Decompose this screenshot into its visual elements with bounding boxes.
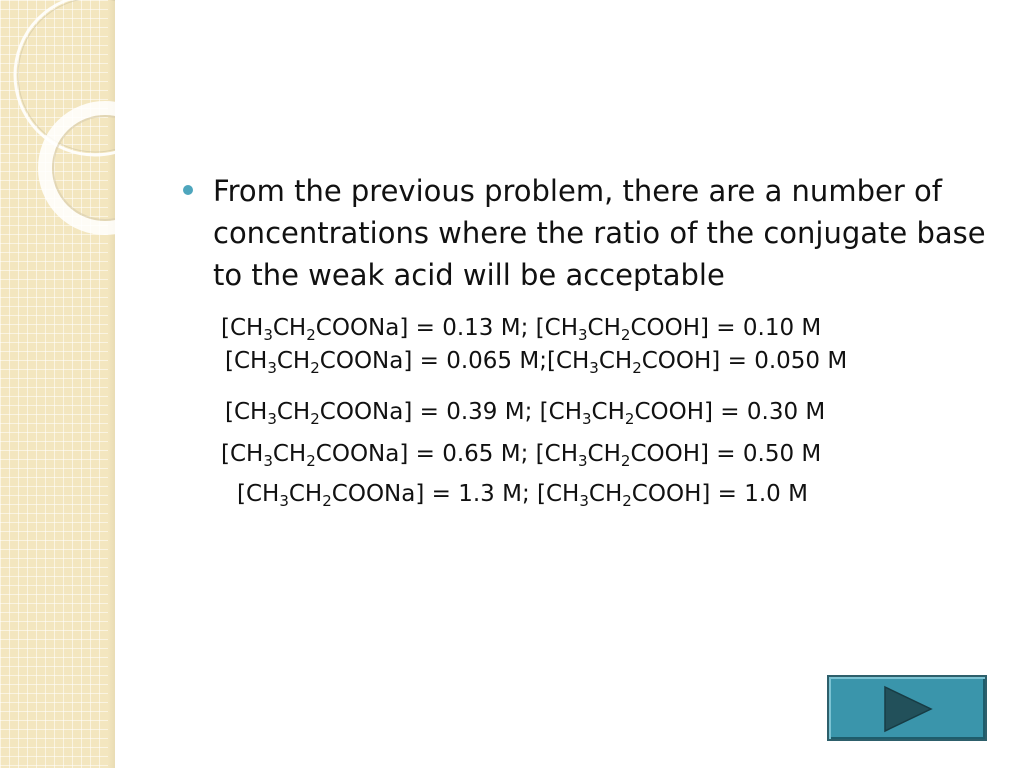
equation-acid-value-5: 1.0 M [744,481,808,507]
equation-na-value-1: 0.13 M; [442,315,529,341]
equation-line-5: $[CH_3CH_2COONa] = 1.3$ M; $[CH_3CH_2COOH] = 1.0$ M [237,481,808,510]
bullet-item [183,170,1003,296]
equation-line-1: $[CH_3CH_2COONa] = 0.13$ M; $[CH_3CH_2COOH] = 0.10$ M [221,315,822,344]
equation-acid-value-1: 0.10 M [742,315,822,341]
equation-acid-value-2: 0.050 M [754,348,848,374]
equation-acid-value-3: 0.30 M [746,399,826,425]
equation-na-value-4: 0.65 M; [442,441,529,467]
bullet-icon [183,185,193,195]
next-slide-button[interactable] [827,675,987,741]
equation-line-4: $[CH_3CH_2COONa] = 0.65$ M; $[CH_3CH_2COOH] = 0.50$ M [221,441,822,470]
decorative-rings [0,0,115,260]
equation-acid-value-4: 0.50 M [742,441,822,467]
equation-na-value-3: 0.39 M; [446,399,533,425]
play-triangle-icon [883,685,933,733]
equation-line-2: $[CH_3CH_2COONa] = 0.065$ $M;[CH_3CH_2COOH] = 0.050$ M [225,348,848,377]
bullet-text: From the previous problem, there are a number of concentrations where the ratio of the conjugate base to the weak acid will be acceptable [213,174,986,292]
equation-na-value-2: 0.065 M; [446,348,547,374]
slide-content [183,170,1003,508]
equation-na-value-5: 1.3 M; [458,481,530,507]
equation-line-3: $[CH_3CH_2COONa] = 0.39$ M; $[CH_3CH_2COOH] = 0.30$ M [225,399,826,428]
